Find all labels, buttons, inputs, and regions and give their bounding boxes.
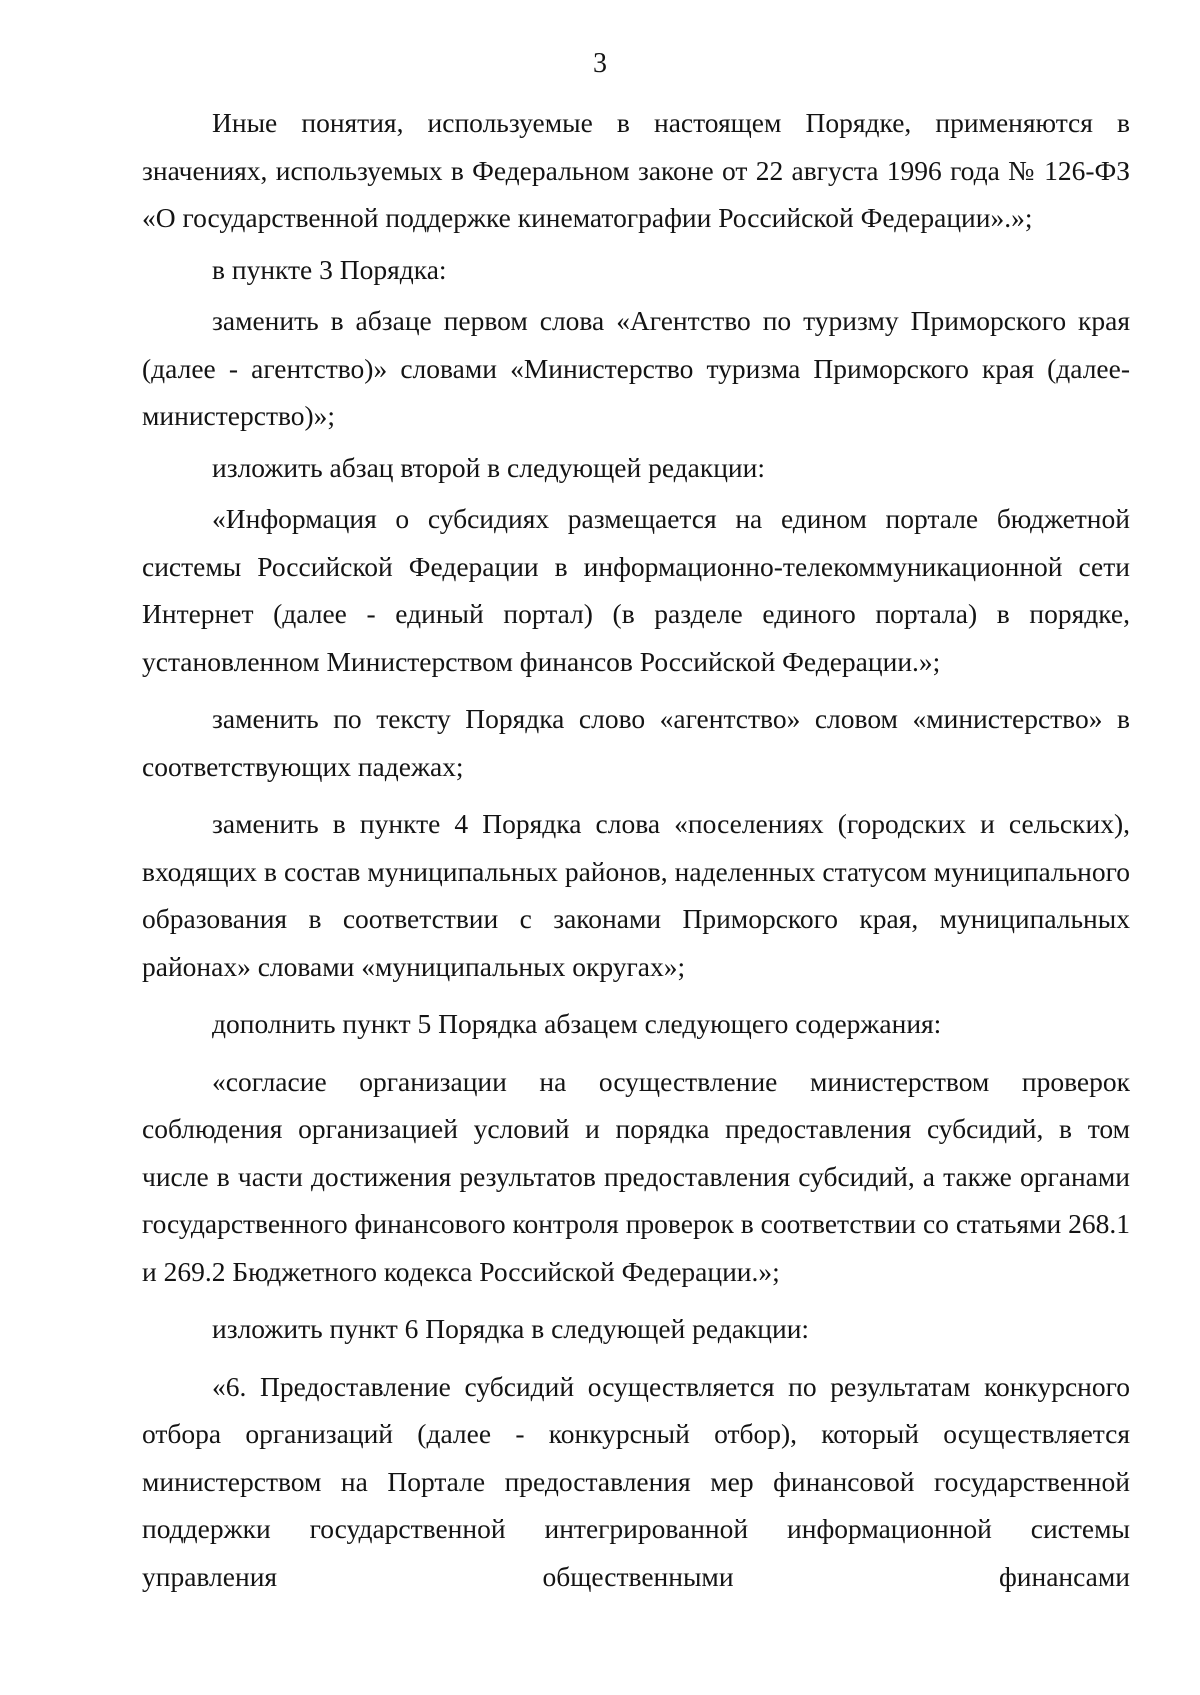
paragraph-item-3-intro: в пункте 3 Порядка:	[212, 253, 447, 285]
page-number: 3	[593, 48, 607, 79]
paragraph-item-5-intro: дополнить пункт 5 Порядка абзацем следующего содержания:	[212, 1008, 942, 1039]
paragraph-second-abzac-intro: изложить абзац второй в следующей редакции:	[212, 451, 766, 483]
paragraph-replace-word-agency: заменить по тексту Порядка слово «агентство» словом «министерство» в соответствующих падежах;	[142, 703, 1130, 782]
paragraph-item-4-replacement: заменить в пункте 4 Порядка слова «поселениях (городских и сельских), входящих в состав муниципальных районов, наделенных статусом муниципального образования в соответствии с законами Приморского края, муниципальных районах» словами «муниципальных округах»;	[142, 808, 1130, 982]
paragraph-item-6-text: «6. Предоставление субсидий осуществляется по результатам конкурсного отбора организаций (далее - конкурсный отбор), который осуществляется министерством на Портале предоставления мер финансовой государственной поддержки государственной интегрированной информационной системы управления общественными финансами	[142, 1370, 1130, 1592]
paragraph-item-6-intro: изложить пункт 6 Порядка в следующей редакции:	[212, 1313, 810, 1344]
paragraph-subsidy-info: «Информация о субсидиях размещается на едином портале бюджетной системы Российской Федерации в информационно-телекоммуникационной сети Интернет (далее - единый портал) (в разделе единого портала) в порядке, установленном Министерством финансов Российской Федерации.»;	[142, 503, 1130, 677]
document-body	[142, 99, 1130, 1600]
paragraph-replace-agency: заменить в абзаце первом слова «Агентство по туризму Приморского края (далее - агентство)» словами «Министерство туризма Приморского края (далее-министерство)»;	[142, 305, 1130, 431]
paragraph-organization-consent: «согласие организации на осуществление министерством проверок соблюдения организацией условий и порядка предоставления субсидий, в том числе в части достижения результатов предоставления субсидий, а также органами государственного финансового контроля проверок в соответствии со статьями 268.1 и 269.2 Бюджетного кодекса Российской Федерации.»;	[142, 1065, 1130, 1287]
paragraph-other-concepts: Иные понятия, используемые в настоящем Порядке, применяются в значениях, используемых в Федеральном законе от 22 августа 1996 года № 126-ФЗ «О государственной поддержке кинематографии Российской Федерации».»;	[142, 107, 1130, 233]
